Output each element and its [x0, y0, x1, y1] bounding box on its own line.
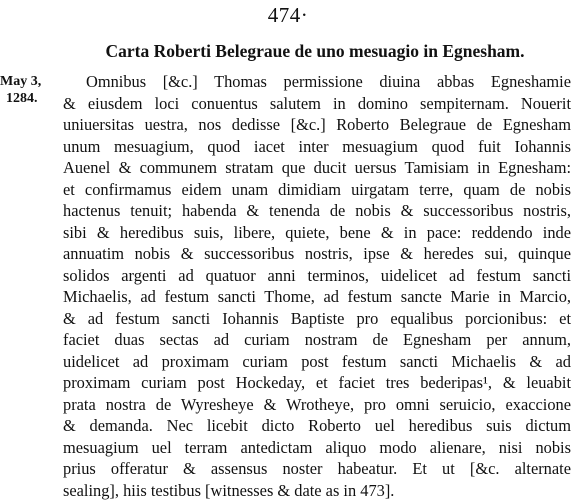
text-line: & eiusdem loci conuentus salutem in domino sempiternam. Nouerit: [63, 93, 571, 115]
text-line: unum mesuagium, quod iacet inter mesuagium quod fuit Iohannis: [63, 136, 571, 158]
text-line: prius offeratur & assensus noster habeatur. Et ut [&c. alternate: [63, 458, 571, 480]
margin-date-year: 1284.: [0, 90, 56, 107]
text-line: proximam curiam post Hockeday, et faciet tres bederipas¹, & leuabit: [63, 372, 571, 394]
text-line: sealing], hiis testibus [witnesses & date as in 473].: [63, 480, 571, 501]
text-line: faciet duas sectas ad curiam nostram de Egnesham per annum,: [63, 329, 571, 351]
page-number: 474·: [0, 2, 576, 28]
text-line: & demanda. Nec licebit dicto Roberto uel heredibus suis dictum: [63, 415, 571, 437]
margin-date-day: May 3,: [0, 73, 56, 90]
text-line: solidos argenti ad quatuor anni terminos, uidelicet ad festum sancti: [63, 265, 571, 287]
text-line: hactenus tenuit; habenda & tenenda de nobis & successoribus nostris,: [63, 200, 571, 222]
text-line: Omnibus [&c.] Thomas permissione diuina abbas Egneshamie: [63, 71, 571, 93]
text-line: annuatim nobis & successoribus nostris, ipse & heredes sui, quinque: [63, 243, 571, 265]
text-line: uniuersitas uestra, nos dedisse [&c.] Roberto Belegraue de Egnesham: [63, 114, 571, 136]
text-line: prata nostra de Wyresheye & Wrotheye, pro omni seruicio, exaccione: [63, 394, 571, 416]
text-line: sibi & heredibus suis, libere, quiete, bene & in pace: reddendo inde: [63, 222, 571, 244]
text-line: uidelicet ad proximam curiam post festum sancti Michaelis & ad: [63, 351, 571, 373]
text-line: et confirmamus eidem unam dimidiam uirgatam terre, quam de nobis: [63, 179, 571, 201]
text-line: & ad festum sancti Iohannis Baptiste pro equalibus porcionibus: et: [63, 308, 571, 330]
text-line: Michaelis, ad festum sancti Thome, ad festum sancte Marie in Marcio,: [63, 286, 571, 308]
margin-date: [0, 73, 56, 107]
text-line: mesuagium uel terram antedictam aliquo modo alienare, nisi nobis: [63, 437, 571, 459]
text-line: Auenel & communem stratam que ducit uersus Tamisiam in Egnesham:: [63, 157, 571, 179]
charter-heading: Carta Roberti Belegraue de uno mesuagio in Egnesham.: [60, 40, 570, 62]
charter-text: [63, 71, 571, 501]
